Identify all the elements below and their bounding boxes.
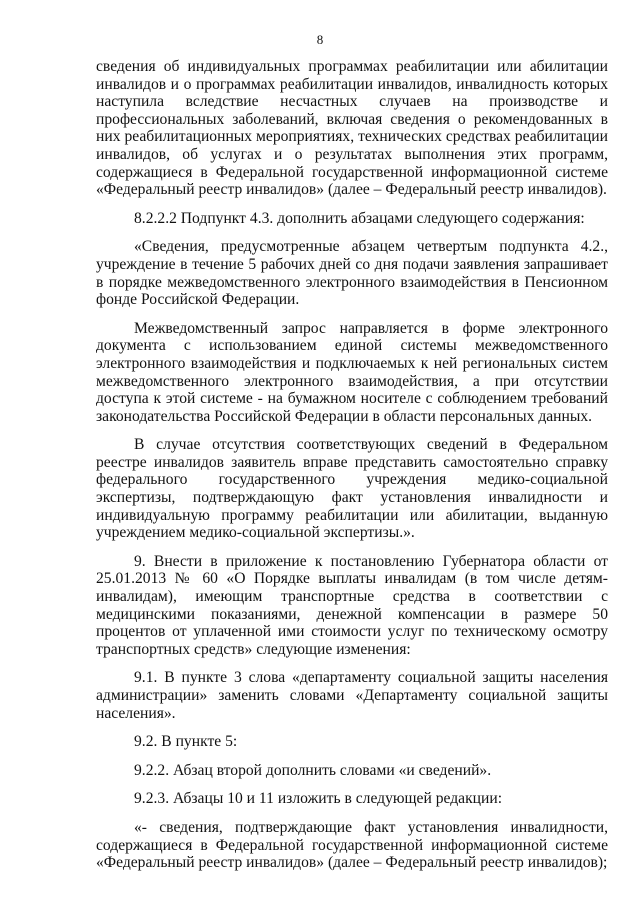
- paragraph-subclause-8-2-2-2: 8.2.2.2 Подпункт 4.3. дополнить абзацами следующего содержания:: [134, 209, 585, 227]
- paragraph-interagency-request: Межведомственный запрос направляется в форме электронного документа с использованием единой системы межведомственного электронного взаимодействия и подключаемых к ней региональных систем межведомственного электронного взаимодействия, а при отсутствии доступа к этой системе - на бумажном носителе с соблюдением требований законодательства Российской Федерации в области персональных данных.: [96, 319, 608, 425]
- paragraph-clause-9: 9. Внести в приложение к постановлению Губернатора области от 25.01.2013 № 60 «О Порядке выплаты инвалидам (в том числе детям-инвалидам), имеющим транспортные средства в соответствии с медицинскими показаниями, денежной компенсации в размере 50 процентов от уплаченной ими стоимости услуг по техническому осмотру транспортных средств» следующие изменения:: [96, 552, 608, 658]
- paragraph-clause-9-2-3: 9.2.3. Абзацы 10 и 11 изложить в следующей редакции:: [134, 790, 503, 808]
- document-body: [96, 58, 608, 883]
- paragraph-disability-info: «- сведения, подтверждающие факт установления инвалидности, содержащиеся в Федеральной государственной информационной системе «Федеральный реестр инвалидов» (далее – Федеральный реестр инвалидов);: [96, 818, 608, 872]
- paragraph-missing-info: В случае отсутствия соответствующих сведений в Федеральном реестре инвалидов заявитель вправе представить самостоятельно справку федерального государственного учреждения медико-социальной экспертизы, подтверждающую факт установления инвалидности и индивидуальную программу реабилитации или абилитации, выданную учреждением медико-социальной экспертизы.».: [96, 436, 608, 542]
- paragraph-registry-info: сведения об индивидуальных программах реабилитации или абилитации инвалидов и о программах реабилитации инвалидов, инвалидность которых наступила вследствие несчастных случаев на производстве и профессиональных заболеваний, включая сведения о рекомендованных в них реабилитационных мероприятиях, технических средствах реабилитации инвалидов, об услугах и о результатах выполнения этих программ, содержащиеся в Федеральной государственной информационной системе «Федеральный реестр инвалидов» (далее – Федеральный реестр инвалидов).: [96, 58, 608, 199]
- paragraph-clause-9-1: 9.1. В пункте 3 слова «департаменту социальной защиты населения администрации» заменить словами «Департаменту социальной защиты населения».: [96, 669, 608, 722]
- page-number: 8: [316, 32, 324, 47]
- paragraph-clause-9-2-2: 9.2.2. Абзац второй дополнить словами «и сведений».: [134, 761, 492, 779]
- paragraph-info-request: «Сведения, предусмотренные абзацем четвертым подпункта 4.2., учреждение в течение 5 рабочих дней со дня подачи заявления запрашивает в порядке межведомственного электронного взаимодействия в Пенсионном фонде Российской Федерации.: [96, 238, 608, 309]
- paragraph-clause-9-2: 9.2. В пункте 5:: [134, 733, 238, 751]
